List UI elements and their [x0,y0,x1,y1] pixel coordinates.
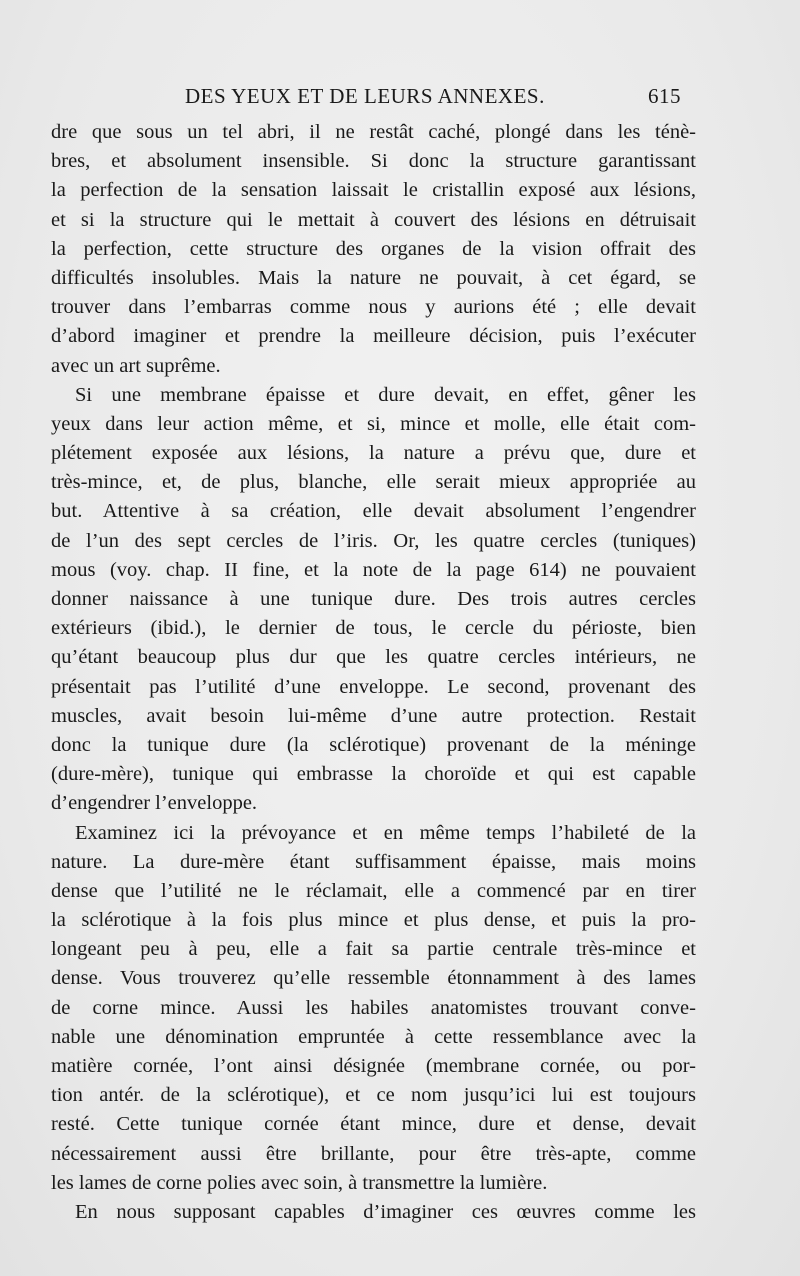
text-line: avec un art suprême. [51,354,221,377]
text-line: muscles, avait besoin lui-même d’une autre protection. Restait [51,704,696,727]
text-line: mous (voy. chap. II fine, et la note de la page 614) ne pouvaient [51,558,696,581]
text-line: Si une membrane épaisse et dure devait, en effet, gêner les [75,383,696,406]
text-line: la perfection, cette structure des organes de la vision offrait des [51,237,696,260]
text-line: tion antér. de la sclérotique), et ce nom jusqu’ici lui est toujours [51,1084,696,1107]
running-title: DES YEUX ET DE LEURS ANNEXES. [185,84,545,108]
text-line: matière cornée, l’ont ainsi désignée (membrane cornée, ou por- [51,1055,696,1077]
text-line: qu’étant beaucoup plus dur que les quatre cercles intérieurs, ne [51,646,696,669]
text-line: longeant peu à peu, elle a fait sa partie centrale très-mince et [51,938,696,961]
text-line: difficultés insolubles. Mais la nature ne pouvait, à cet égard, se [51,266,696,289]
text-line: dense que l’utilité ne le réclamait, elle a commencé par en tirer [51,879,696,902]
text-line: d’abord imaginer et prendre la meilleure décision, puis l’exécuter [51,325,696,348]
text-line: (dure-mère), tunique qui embrasse la choroïde et qui est capable [51,763,696,786]
text-line: extérieurs (ibid.), le dernier de tous, le cercle du périoste, bien [51,617,696,640]
text-line: de corne mince. Aussi les habiles anatomistes trouvant conve- [51,996,696,1019]
text-line: les lames de corne polies avec soin, à transmettre la lumière. [51,1171,548,1194]
text-line: de l’un des sept cercles de l’iris. Or, les quatre cercles (tuniques) [51,529,696,552]
text-line: bres, et absolument insensible. Si donc la structure garantissant [51,150,696,173]
page-number: 615 [648,84,681,108]
text-line: nécessairement aussi être brillante, pour être très-apte, comme [51,1142,696,1165]
text-line: présentait pas l’utilité d’une enveloppe. Le second, provenant des [51,675,696,698]
text-line: la sclérotique à la fois plus mince et plus dense, et puis la pro- [51,909,696,932]
running-header [185,84,681,118]
body-text [51,118,696,1227]
text-line: et si la structure qui le mettait à couvert des lésions en détruisait [51,208,696,231]
text-line: donc la tunique dure (la sclérotique) provenant de la méninge [51,733,696,756]
text-line: resté. Cette tunique cornée étant mince, dure et dense, devait [51,1113,696,1136]
text-line: d’engendrer l’enveloppe. [51,792,258,815]
text-line: donner naissance à une tunique dure. Des trois autres cercles [51,588,696,610]
text-line: la perfection de la sensation laissait le cristallin exposé aux lésions, [51,179,696,202]
text-line: Examinez ici la prévoyance et en même temps l’habileté de la [75,821,696,844]
text-line: trouver dans l’embarras comme nous y aurions été ; elle devait [51,296,696,319]
text-line: but. Attentive à sa création, elle devait absolument l’engendrer [51,500,696,523]
text-line: plétement exposée aux lésions, la nature a prévu que, dure et [51,442,696,465]
text-line: nable une dénomination empruntée à cette ressemblance avec la [51,1025,696,1048]
text-line: yeux dans leur action même, et si, mince et molle, elle était com- [51,412,696,435]
text-line: dre que sous un tel abri, il ne restât caché, plongé dans les ténè- [51,121,696,143]
text-line: nature. La dure-mère étant suffisamment épaisse, mais moins [51,850,696,873]
text-line: très-mince, et, de plus, blanche, elle serait mieux appropriée au [51,471,696,494]
text-line: dense. Vous trouverez qu’elle ressemble étonnamment à des lames [51,967,696,990]
text-line: En nous supposant capables d’imaginer ces œuvres comme les [75,1200,696,1223]
